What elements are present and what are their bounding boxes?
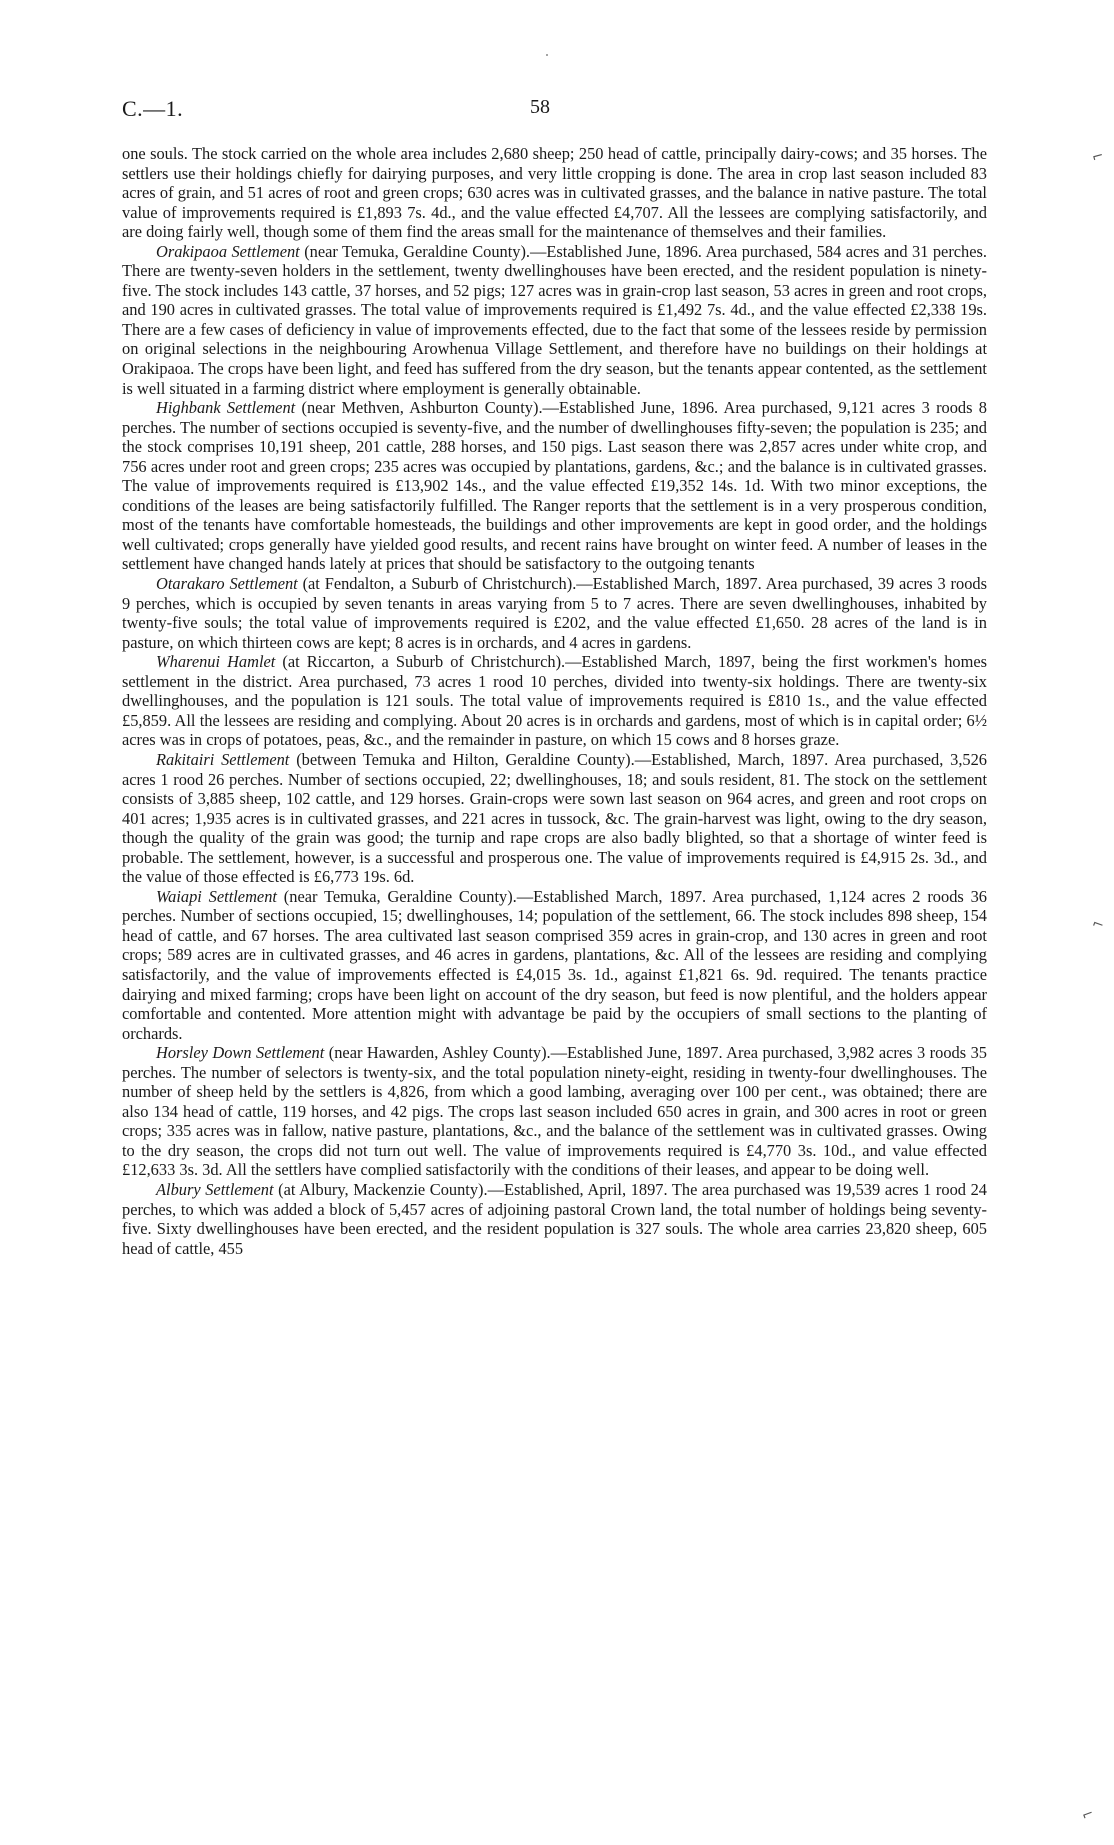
paragraph-text: (near Methven, Ashburton County).—Established June, 1896. Area purchased, 9,121 acres 3 roods 8 perches. The number of sections occupied is seventy-five, and the number of dwellinghouses fifty-seven; the population is 235; and the stock comprises 10,191 sheep, 201 cattle, 288 horses, and 150 pigs. Last season there was 2,857 acres under white crop, and 756 acres under root and green crops; 235 acres was occupied by plantations, gardens, &c.; and the balance is in cultivated grasses. The value of improvements required is £13,902 14s., and the value effected £19,352 14s. 1d. With two minor exceptions, the conditions of the leases are being satisfactorily fulfilled. The Ranger reports that the settlement is in a very prosperous condition, most of the tenants have comfortable homesteads, the buildings and other improvements are kept in good order, and the holdings well cultivated; crops generally have yielded good results, and recent rains have brought on winter feed. A number of leases in the settlement have changed hands lately at prices that should be satisfactory to the outgoing tenants	[122, 398, 987, 574]
settlement-name: Rakitairi Settlement	[156, 749, 290, 769]
settlement-name: Wharenui Hamlet	[156, 652, 276, 672]
paragraph-text: (at Fendalton, a Suburb of Christchurch).—Established March, 1897. Area purchased, 39 acres 3 roods 9 perches, which is occupied by seven tenants in areas varying from 5 to 7 acres. There are seven dwellinghouses, inhabited by twenty-five souls; the total value of improvements required is £202, and the value effected £1,650. 28 acres of the land is in pasture, on which thirteen cows are kept; 8 acres is in orchards, and 4 acres in gardens.	[122, 574, 987, 652]
paragraph-text: one souls. The stock carried on the whole area includes 2,680 sheep; 250 head of cattle, principally dairy-cows; and 35 horses. The settlers use their holdings chiefly for dairying purposes, and very little cropping is done. The area in crop last season included 83 acres of grain, and 51 acres of root and green crops; 630 acres was in cultivated grasses, and the balance in native pasture. The total value of improvements required is £1,893 7s. 4d., and the value effected £4,707. All the lessees are complying satisfactorily, and are doing fairly well, though some of them find the areas small for the maintenance of themselves and their families.	[122, 144, 987, 242]
paragraph-highbank	[122, 398, 987, 574]
settlement-name: Horsley Down Settlement	[156, 1043, 325, 1063]
settlement-name: Highbank Settlement	[156, 398, 296, 418]
margin-mark: ⌐	[1090, 147, 1106, 167]
scan-speck	[546, 54, 548, 56]
settlement-name: Otarakaro Settlement	[156, 574, 298, 594]
paragraph-text: (near Temuka, Geraldine County).—Established June, 1896. Area purchased, 584 acres and 31 perches. There are twenty-seven holders in the settlement, twenty dwellinghouses have been erected, and the resident population is ninety-five. The stock includes 143 cattle, 37 horses, and 52 pigs; 127 acres was in grain-crop last season, 53 acres in green and root crops, and 190 acres in cultivated grasses. The total value of improvements required is £1,492 7s. 4d., and the value effected £2,338 19s. There are a few cases of deficiency in value of improvements effected, due to the fact that some of the lessees reside by permission on original selections in the neighbouring Arowhenua Village Settlement, and therefore have no buildings on their holdings at Orakipaoa. The crops have been light, and feed has suffered from the dry season, but the tenants appear contented, as the settlement is well situated in a farming district where employment is generally obtainable.	[122, 241, 987, 398]
paragraph-text: (near Hawarden, Ashley County).—Established June, 1897. Area purchased, 3,982 acres 3 roods 35 perches. The number of selectors is twenty-six, and the total population ninety-eight, residing in twenty-four dwellinghouses. The number of sheep held by the settlers is 4,826, from which a good lambing, averaging over 100 per cent., was obtained; there are also 134 head of cattle, 119 horses, and 42 pigs. The crops last season included 650 acres in grain, and 300 acres in root or green crops; 335 acres was in fallow, native pasture, plantations, &c., and the balance of the settlement was in cultivated grasses. Owing to the dry season, the crops did not turn out well. The value of improvements required is £4,770 3s. 10d., and value effected £12,633 3s. 3d. All the settlers have complied satisfactorily with the conditions of their leases, and appear to be doing well.	[122, 1043, 987, 1180]
page-header	[122, 96, 992, 126]
body-text	[122, 144, 987, 1258]
settlement-name: Orakipaoa Settlement	[156, 241, 300, 261]
paragraph-text: (near Temuka, Geraldine County).—Established March, 1897. Area purchased, 1,124 acres 2 roods 36 perches. Number of sections occupied, 15; dwellinghouses, 14; population of the settlement, 66. The stock includes 898 sheep, 154 head of cattle, and 67 horses. The area cultivated last season comprised 359 acres in grain-crop, and 130 acres in green and root crops; 589 acres are in cultivated grasses, and 46 acres in gardens, plantations, &c. All of the lessees are residing and complying satisfactorily, and the value of improvements effected is £4,015 3s. 1d., against £1,821 6s. 9d. required. The tenants practice dairying and mixed farming; crops have been light on account of the dry season, but feed is now plentiful, and the holders appear comfortable and contented. More attention might with advantage be paid by the occupiers of small sections to the planting of orchards.	[122, 886, 987, 1043]
paragraph-text: (between Temuka and Hilton, Geraldine County).—Established, March, 1897. Area purchased, 3,526 acres 1 rood 26 perches. Number of sections occupied, 22; dwellinghouses, 18; and souls resident, 81. The stock on the settlement consists of 3,885 sheep, 102 cattle, and 129 horses. Grain-crops were sown last season on 964 acres, and green and root crops on 401 acres; 1,935 acres is in cultivated grasses, and 221 acres in tussock, &c. The grain-harvest was light, owing to the dry season, though the quality of the grain was good; the turnip and rape crops are also badly blighted, so that a shortage of winter feed is probable. The settlement, however, is a successful and prosperous one. The value of improvements required is £4,915 2s. 3d., and the value of those effected is £6,773 19s. 6d.	[122, 749, 987, 887]
page-number: 58	[530, 96, 550, 118]
document-code: C.—1.	[122, 96, 184, 121]
paragraph-otarakaro	[122, 574, 987, 652]
margin-mark: ⌐	[1089, 915, 1107, 935]
paragraph-waiapi	[122, 887, 987, 1043]
paragraph-albury	[122, 1180, 987, 1258]
paragraph-text: (at Albury, Mackenzie County).—Established, April, 1897. The area purchased was 19,539 acres 1 rood 24 perches, to which was added a block of 5,457 acres of adjoining pastoral Crown land, the total number of holdings being seventy-five. Sixty dwellinghouses have been erected, and the resident population is 327 souls. The whole area carries 23,820 sheep, 605 head of cattle, 455	[122, 1179, 987, 1258]
paragraph-horsley-down	[122, 1043, 987, 1180]
paragraph-wharenui	[122, 652, 987, 750]
paragraph-continuation	[122, 144, 987, 242]
paragraph-rakitairi	[122, 750, 987, 887]
margin-mark: ⌐	[1079, 1805, 1097, 1825]
settlement-name: Albury Settlement	[156, 1179, 274, 1199]
paragraph-text: (at Riccarton, a Suburb of Christchurch).—Established March, 1897, being the first workmen's homes settlement in the district. Area purchased, 73 acres 1 rood 10 perches, divided into twenty-six holdings. There are twenty-six dwellinghouses, and the population is 121 souls. The total value of improvements required is £810 1s., and the value effected £5,859. All the lessees are residing and complying. About 20 acres is in orchards and gardens, most of which is in capital order; 6½ acres was in crops of potatoes, peas, &c., and the remainder in pasture, on which 15 cows and 8 horses graze.	[122, 652, 987, 750]
settlement-name: Waiapi Settlement	[156, 886, 277, 906]
paragraph-orakipaoa	[122, 242, 987, 398]
